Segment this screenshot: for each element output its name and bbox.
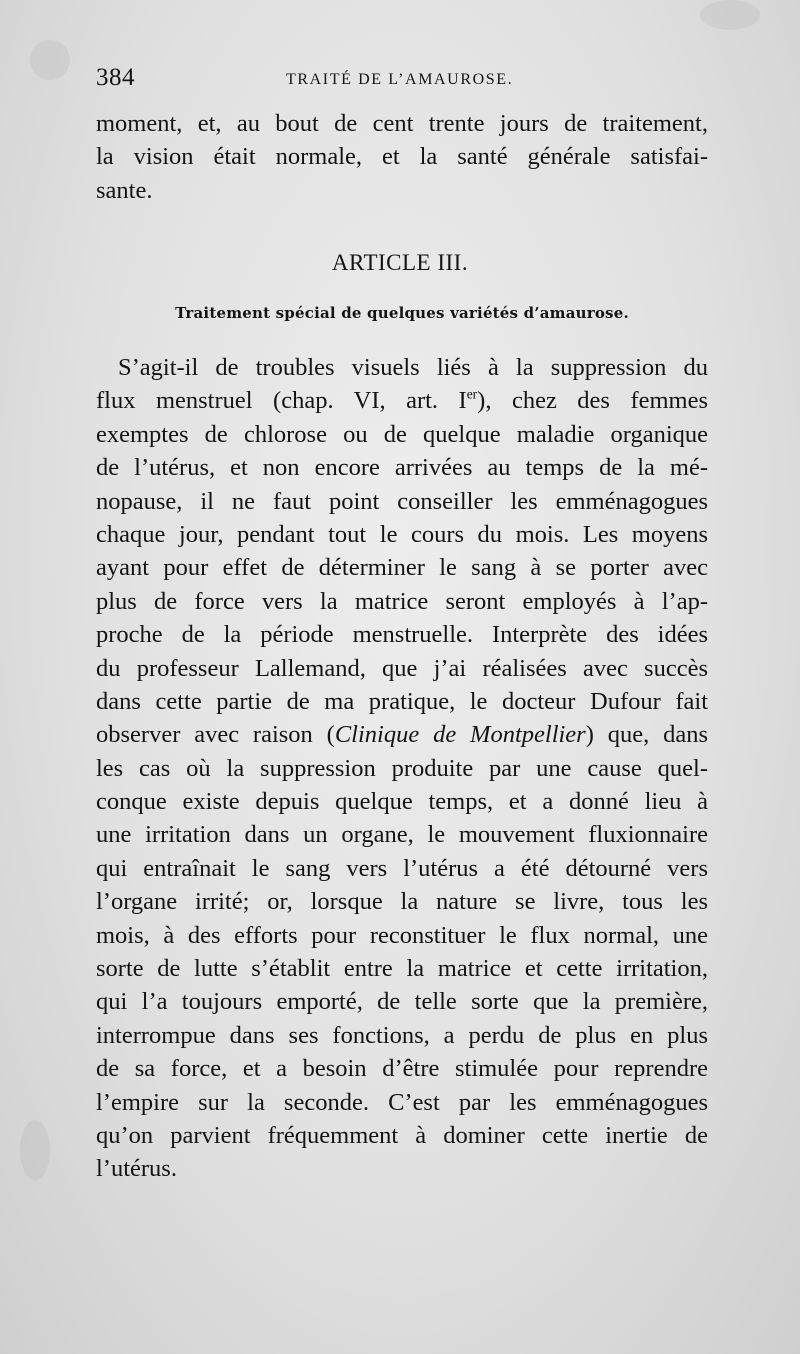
text-line: plus de force vers la matrice seront employés à l’ap- <box>96 587 708 615</box>
superscript: er <box>466 386 478 402</box>
text-line: une irritation dans un organe, le mouvement fluxionnaire <box>96 821 708 849</box>
text-line: de l’utérus, et non encore arrivées au temps de la mé- <box>96 454 708 482</box>
page-header <box>96 64 716 94</box>
text-line: l’organe irrité; or, lorsque la nature se livre, tous les <box>96 888 708 916</box>
text-line: l’empire sur la seconde. C’est par les emménagogues <box>96 1088 708 1116</box>
text-line: qui l’a toujours emporté, de telle sorte que la première, <box>96 988 708 1016</box>
text-line: nopause, il ne faut point conseiller les emménagogues <box>96 487 708 515</box>
article-heading: ARTICLE III. <box>331 250 469 275</box>
text-line: moment, et, au bout de cent trente jours de traitement, <box>96 110 708 137</box>
intro-paragraph <box>96 107 708 207</box>
text-line: chaque jour, pendant tout le cours du mois. Les moyens <box>96 520 708 548</box>
paper-stain <box>30 40 70 80</box>
text-line <box>96 384 708 417</box>
text-line: dans cette partie de ma pratique, le docteur Dufour fait <box>96 687 708 715</box>
text-segment: observer avec raison ( <box>96 721 335 749</box>
cited-work: Clinique de Montpellier <box>334 721 586 749</box>
article-subtitle: Traitement spécial de quelques variétés d’amaurose. <box>175 304 629 322</box>
paper-stain <box>700 0 760 30</box>
text-line: exemptes de chlorose ou de quelque maladie organique <box>96 420 708 448</box>
text-line: ayant pour effet de déterminer le sang à se porter avec <box>96 554 708 582</box>
text-line: proche de la période menstruelle. Interprète des idées <box>96 621 708 649</box>
text-line: l’utérus. <box>96 1155 177 1183</box>
text-line: qui entraînait le sang vers l’utérus a été détourné vers <box>96 854 708 882</box>
text-line: du professeur Lallemand, que j’ai réalisées avec succès <box>96 654 708 682</box>
paper-stain <box>20 1120 50 1180</box>
text-line: conque existe depuis quelque temps, et a donné lieu à <box>96 788 708 816</box>
text-line: sorte de lutte s’établit entre la matrice et cette irritation, <box>96 955 708 983</box>
text-line: S’agit-il de troubles visuels liés à la suppression du <box>118 354 708 381</box>
text-line: mois, à des efforts pour reconstituer le flux normal, une <box>96 921 708 949</box>
text-line: les cas où la suppression produite par une cause quel- <box>96 754 708 782</box>
text-line: la vision était normale, et la santé générale satisfai- <box>96 143 708 171</box>
text-line: sante. <box>96 176 153 204</box>
text-segment: ) que, dans <box>585 721 708 749</box>
text-line: interrompue dans ses fonctions, a perdu de plus en plus <box>96 1021 708 1049</box>
text-segment: ), chez des femmes <box>477 387 708 415</box>
page-number: 384 <box>96 64 135 91</box>
text-line <box>96 718 708 751</box>
running-title: TRAITÉ DE L’AMAUROSE. <box>286 71 514 88</box>
text-line: de sa force, et a besoin d’être stimulée pour reprendre <box>96 1055 708 1083</box>
text-segment: flux menstruel (chap. VI, art. I <box>96 387 467 415</box>
text-line: qu’on parvient fréquemment à dominer cette inertie de <box>96 1121 708 1149</box>
main-paragraph <box>96 351 708 1186</box>
